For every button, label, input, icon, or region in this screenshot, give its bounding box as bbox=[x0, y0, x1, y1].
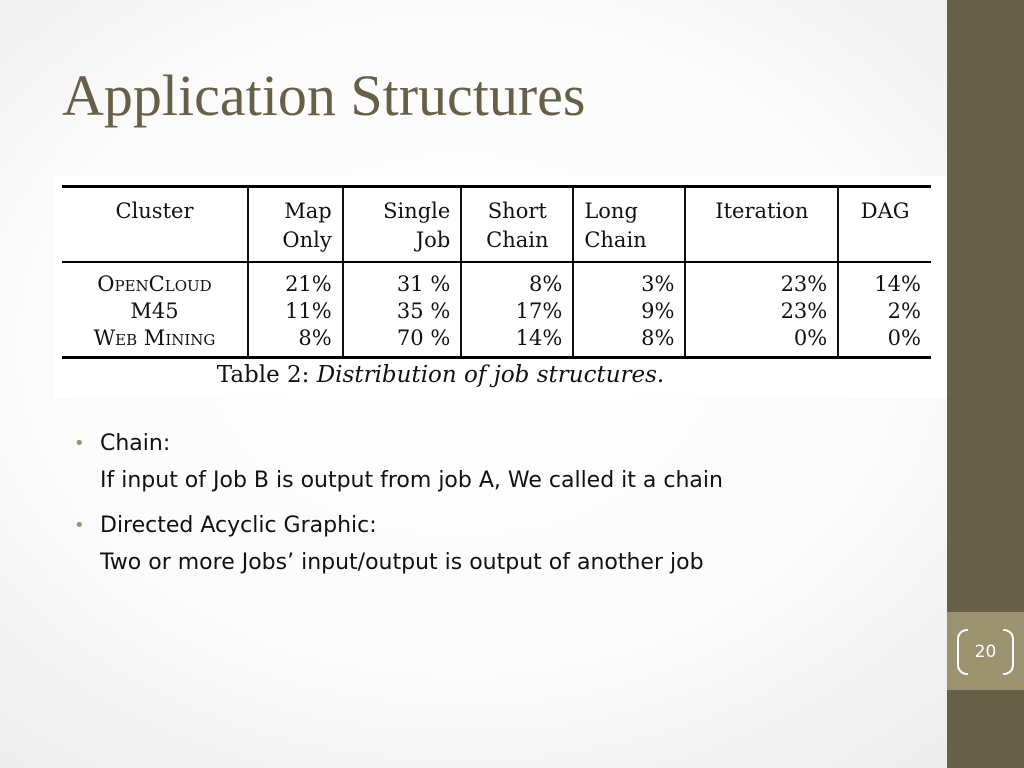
right-bracket-icon bbox=[1003, 629, 1014, 675]
bullet-list bbox=[74, 425, 934, 589]
slide-title: Application Structures bbox=[62, 63, 586, 128]
bullet-dot-icon: • bbox=[74, 433, 85, 454]
cell-single-job: 31 % bbox=[343, 262, 462, 298]
bullet-heading: Directed Acyclic Graphic: bbox=[100, 513, 377, 538]
table-row bbox=[62, 325, 931, 358]
header-short-chain: Short Chain bbox=[461, 187, 573, 263]
cell-cluster: M45 bbox=[62, 298, 248, 325]
caption-text: Distribution of job structures. bbox=[316, 362, 665, 388]
bullet-dot-icon: • bbox=[74, 515, 85, 536]
cell-iteration: 23% bbox=[685, 262, 838, 298]
cell-cluster: Web Mining bbox=[62, 325, 248, 358]
cell-iteration: 0% bbox=[685, 325, 838, 358]
cell-short-chain: 14% bbox=[461, 325, 573, 358]
cell-short-chain: 17% bbox=[461, 298, 573, 325]
page-number: 20 bbox=[974, 642, 997, 662]
header-long-chain: Long Chain bbox=[573, 187, 685, 263]
cell-iteration: 23% bbox=[685, 298, 838, 325]
cell-long-chain: 8% bbox=[573, 325, 685, 358]
cell-map-only: 21% bbox=[248, 262, 343, 298]
table-caption bbox=[54, 362, 947, 388]
cell-long-chain: 9% bbox=[573, 298, 685, 325]
page-number-box bbox=[947, 612, 1024, 690]
cell-long-chain: 3% bbox=[573, 262, 685, 298]
header-single-job: Single Job bbox=[343, 187, 462, 263]
cell-dag: 14% bbox=[874, 272, 921, 296]
job-structure-table-figure bbox=[54, 176, 947, 398]
bullet-item-chain bbox=[74, 425, 934, 499]
header-dag: DAG bbox=[838, 187, 931, 263]
cell-single-job: 35 % bbox=[343, 298, 462, 325]
table-row bbox=[62, 298, 931, 325]
bullet-heading: Chain: bbox=[100, 431, 171, 456]
cell-short-chain: 8% bbox=[461, 262, 573, 298]
cell-map-only: 11% bbox=[248, 298, 343, 325]
cell-dag: 2% bbox=[887, 299, 921, 323]
table-row bbox=[62, 262, 931, 298]
cell-dag: 0% bbox=[887, 326, 921, 350]
caption-label: Table 2: bbox=[216, 362, 310, 388]
cell-cluster: OpenCloud bbox=[62, 262, 248, 298]
header-iteration: Iteration bbox=[685, 187, 838, 263]
bullet-text: If input of Job B is output from job A, We called it a chain bbox=[100, 468, 723, 493]
bullet-item-dag bbox=[74, 507, 934, 581]
header-cluster: Cluster bbox=[62, 187, 248, 263]
cell-single-job: 70 % bbox=[343, 325, 462, 358]
header-map-only: Map Only bbox=[248, 187, 343, 263]
cell-map-only: 8% bbox=[248, 325, 343, 358]
table-header-row bbox=[62, 187, 931, 263]
bullet-text: Two or more Jobs’ input/output is output of another job bbox=[100, 550, 704, 575]
job-structure-table bbox=[62, 185, 931, 359]
